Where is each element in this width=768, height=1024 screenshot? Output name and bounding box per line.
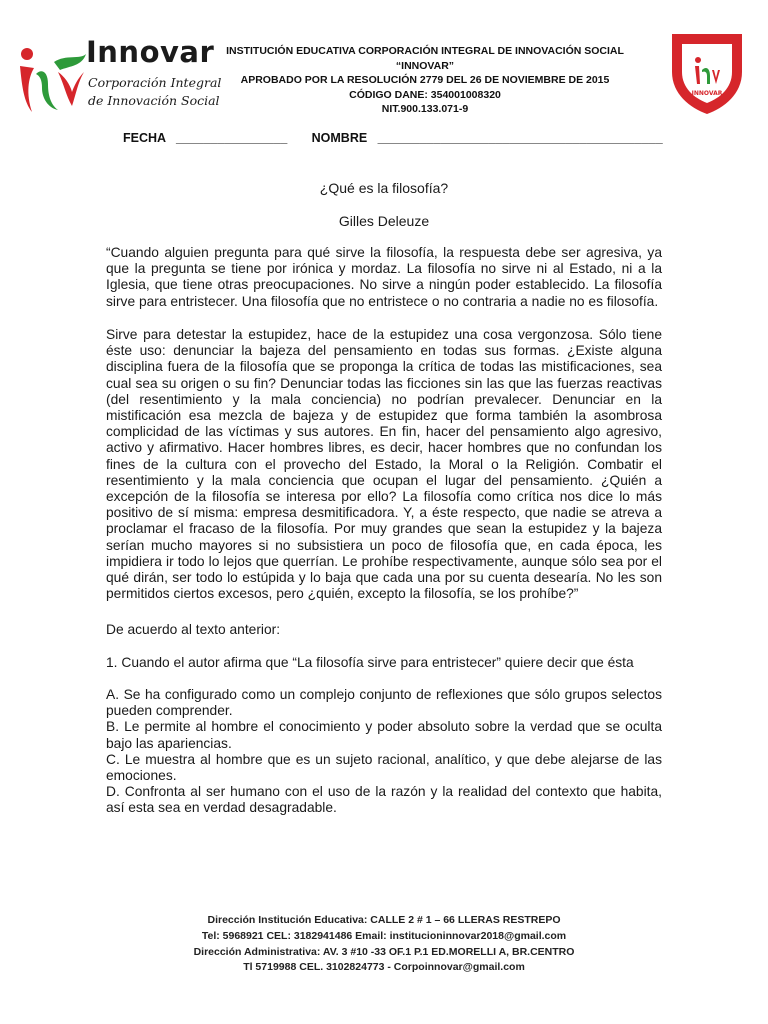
header-line-4: CÓDIGO DANE: 354001008320 xyxy=(349,88,501,101)
question-number: 1. xyxy=(106,655,118,670)
answer-options xyxy=(106,687,662,817)
innovar-emblem-icon xyxy=(12,32,92,116)
reading-title: ¿Qué es la filosofía? xyxy=(319,180,449,196)
question-intro: De acuerdo al texto anterior: xyxy=(106,622,281,637)
question-stem xyxy=(106,655,662,671)
option-c[interactable]: C. Le muestra al hombre que es un sujeto racional, analítico, y que debe alejarse de las emociones. xyxy=(106,751,662,784)
logo-subtitle xyxy=(88,74,221,110)
institution-shield-icon xyxy=(662,26,752,116)
reading-paragraph-2: Sirve para detestar la estupidez, hace de la estupidez una cosa vergonzosa. Sólo tiene éste uso: denunciar la bajeza del pensamiento en todas sus formas. ¿Existe alguna disciplina fuera de la filosofía que se proponga la crítica de todas las mistificaciones, sea cual sea su origen o su fin? Denunciar todas las ficciones sin las que las fuerzas reactivas (del resentimiento y la mala conciencia) no podrían prevalecer. Denunciar en la mistificación esa mezcla de bajeza y de estupidez que forma también la asombrosa complicidad de las víctimas y sus autores. En fin, hacer del pensamiento algo agresivo, activo y afirmativo. Hacer hombres libres, es decir, hacer hombres que no confundan los fines de la cultura con el provecho del Estado, la Moral o la Religión. Combatir el resentimiento y la mala conciencia que ocupan el lugar del pensamiento. ¿Quién a excepción de la filosofía se interesa por ello? La filosofía como crítica nos dice lo más positivo de sí misma: empresa desmitificadora. Y, a éste respecto, que nadie se atreva a proclamar el fracaso de la filosofía. Por muy grandes que sean la estupidez y la bajeza serían mucho mayores si no subsistiera un poco de filosofía que, en cada época, les impidiera ir todo lo lejos que querrían. Le prohíbe respectivamente, aunque sólo sea por el qué dirán, ser todo lo estúpida y lo baja que cada una por su cuenta desearía. No les son permitidos ciertos excesos, pero ¿quién, excepto la filosofía, se los prohíbe?” xyxy=(106,327,662,602)
institution-header xyxy=(205,44,645,117)
header-line-3: APROBADO POR LA RESOLUCIÓN 2779 DEL 26 DE NOVIEMBRE DE 2015 xyxy=(240,74,610,86)
reading-author: Gilles Deleuze xyxy=(338,213,430,229)
option-d[interactable]: D. Confronta al ser humano con el uso de la razón y la realidad del contexto que habita, así esta sea en verdad desagradable. xyxy=(106,784,662,816)
option-b[interactable]: B. Le permite al hombre el conocimiento y poder absoluto sobre la verdad que se oculta bajo las apariencias. xyxy=(106,719,662,751)
page-footer xyxy=(0,913,768,976)
nombre-field[interactable]: _________________________________________ xyxy=(377,131,663,145)
reading-paragraph-1: “Cuando alguien pregunta para qué sirve la filosofía, la respuesta debe ser agresiva, ya que la pregunta se tiene por irónica y mordaz. La filosofía no sirve ni al Estado, ni a la Iglesia, que tiene otras preocupaciones. No sirve a ningún poder establecido. La filosofía sirve para entristecer. Una filosofía que no entristece o no contraria a nadie no es filosofía. xyxy=(106,245,662,309)
student-info-row xyxy=(123,131,663,145)
logo-subtitle-line-1: Corporación Integral xyxy=(88,75,222,90)
footer-line-2: Tel: 5968921 CEL: 3182941486 Email: institucioninnovar2018@gmail.com xyxy=(201,929,567,942)
header-line-1: INSTITUCIÓN EDUCATIVA CORPORACIÓN INTEGRAL DE INNOVACIÓN SOCIAL xyxy=(226,45,624,57)
logo-subtitle-line-2: de Innovación Social xyxy=(88,93,220,108)
footer-line-1: Dirección Institución Educativa: CALLE 2 # 1 – 66 LLERAS RESTREPO xyxy=(207,914,561,926)
shield-label: INNOVAR xyxy=(691,90,723,97)
footer-line-3: Dirección Administrativa: AV. 3 #10 -33 OF.1 P.1 ED.MORELLI A, BR.CENTRO xyxy=(193,945,575,958)
header-line-5: NIT.900.133.071-9 xyxy=(381,103,469,115)
header-line-2: “INNOVAR” xyxy=(395,59,455,72)
fecha-field[interactable]: ________________ xyxy=(176,131,288,145)
footer-line-4: Tl 5719988 CEL. 3102824773 - Corpoinnovar@gmail.com xyxy=(243,961,525,974)
fecha-label: FECHA xyxy=(123,131,166,145)
question-text: Cuando el autor afirma que “La filosofía sirve para entristecer” quiere decir que ésta xyxy=(121,655,634,670)
option-a[interactable]: A. Se ha configurado como un complejo conjunto de reflexiones que sólo grupos selectos pueden comprender. xyxy=(106,687,662,719)
nombre-label: NOMBRE xyxy=(311,131,368,145)
logo-wordmark: Innovar xyxy=(86,35,215,69)
